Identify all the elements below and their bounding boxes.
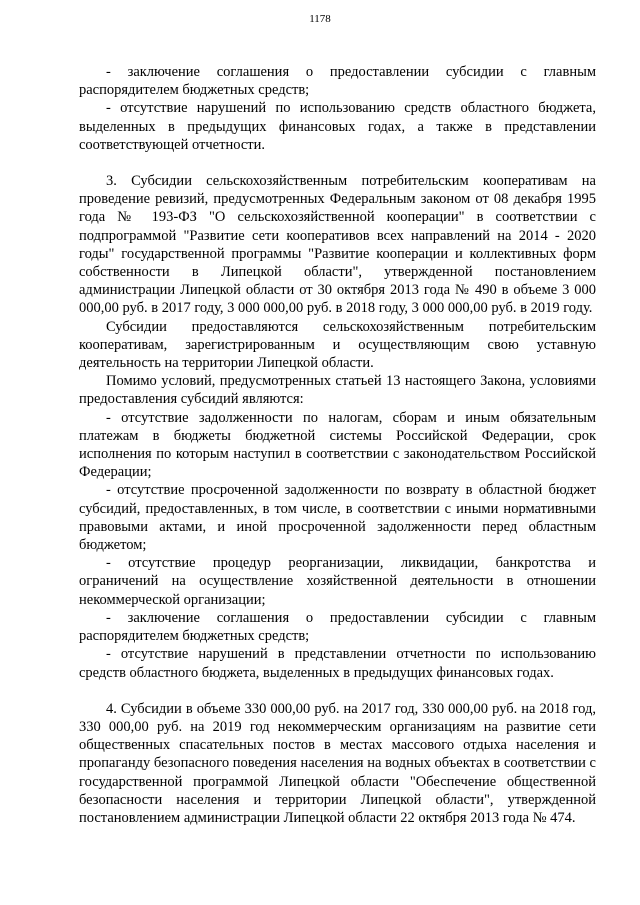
paragraph-spacer	[79, 154, 596, 172]
paragraph-condition-no-reorganization: - отсутствие процедур реорганизации, ликвидации, банкротства и ограничений на осуществление хозяйственной деятельности в отношении некоммерческой организации;	[79, 555, 596, 608]
paragraph-conditions-intro: Помимо условий, предусмотренных статьей 13 настоящего Закона, условиями предоставления субсидий являются:	[79, 373, 596, 408]
paragraph-condition-no-overdue-debt: - отсутствие просроченной задолженности по возврату в областной бюджет субсидий, предоставленных, в том числе, в соответствии с иными нормативными правовыми актами, и иной просроченной задолженности перед областным бюджетом;	[79, 482, 596, 554]
paragraph-condition-no-tax-debt: - отсутствие задолженности по налогам, сборам и иным обязательным платежам в бюджеты бюджетной системы Российской Федерации, срок исполнения по которым наступил в соответствии с законодательством Российской Федерации;	[79, 409, 596, 481]
paragraph-condition-agreement-2: - заключение соглашения о предоставлении субсидии с главным распорядителем бюджетных средств;	[79, 609, 596, 645]
paragraph-section-3: 3. Субсидии сельскохозяйственным потребительским кооперативам на проведение ревизий, предусмотренных Федеральным законом от 08 декабря 1995 года № 193-ФЗ "О сельскохозяйственной кооперации" в соответствии с подпрограммой "Развитие сети кооперативов всех направлений на 2014 - 2020 годы" государственной программы "Развитие кооперации и коллективных форм собственности в Липецкой области", утвержденной постановлением администрации Липецкой области от 30 октября 2013 года № 490 в объеме 3 000 000,00 руб. в 2017 году, 3 000 000,00 руб. в 2018 году, 3 000 000,00 руб. в 2019 году.	[79, 173, 596, 317]
paragraph-condition-agreement: - заключение соглашения о предоставлении субсидии с главным распорядителем бюджетных средств;	[79, 64, 596, 99]
paragraph-subsidies-provided: Субсидии предоставляются сельскохозяйственным потребительским кооперативам, зарегистрированным и осуществляющим свою уставную деятельность на территории Липецкой области.	[79, 318, 596, 372]
paragraph-condition-reporting: - отсутствие нарушений в представлении отчетности по использованию средств областного бюджета, выделенных в предыдущих финансовых годах.	[79, 646, 596, 681]
paragraph-condition-no-violations: - отсутствие нарушений по использованию средств областного бюджета, выделенных в предыдущих финансовых годах, а также в представлении соответствующей отчетности.	[79, 100, 596, 153]
paragraph-spacer	[79, 682, 596, 700]
page-number: 1178	[309, 13, 331, 25]
document-body	[79, 63, 596, 827]
paragraph-section-4: 4. Субсидии в объеме 330 000,00 руб. на 2017 год, 330 000,00 руб. на 2018 год, 330 000,00 руб. на 2019 год некоммерческим организациям на развитие сети общественных спасательных постов в местах массового отдыха населения и пропаганду безопасного поведения населения на водных объектах в соответствии с государственной программой Липецкой области "Обеспечение общественной безопасности населения и территории Липецкой области", утвержденной постановлением администрации Липецкой области 22 октября 2013 года № 474.	[79, 700, 596, 826]
